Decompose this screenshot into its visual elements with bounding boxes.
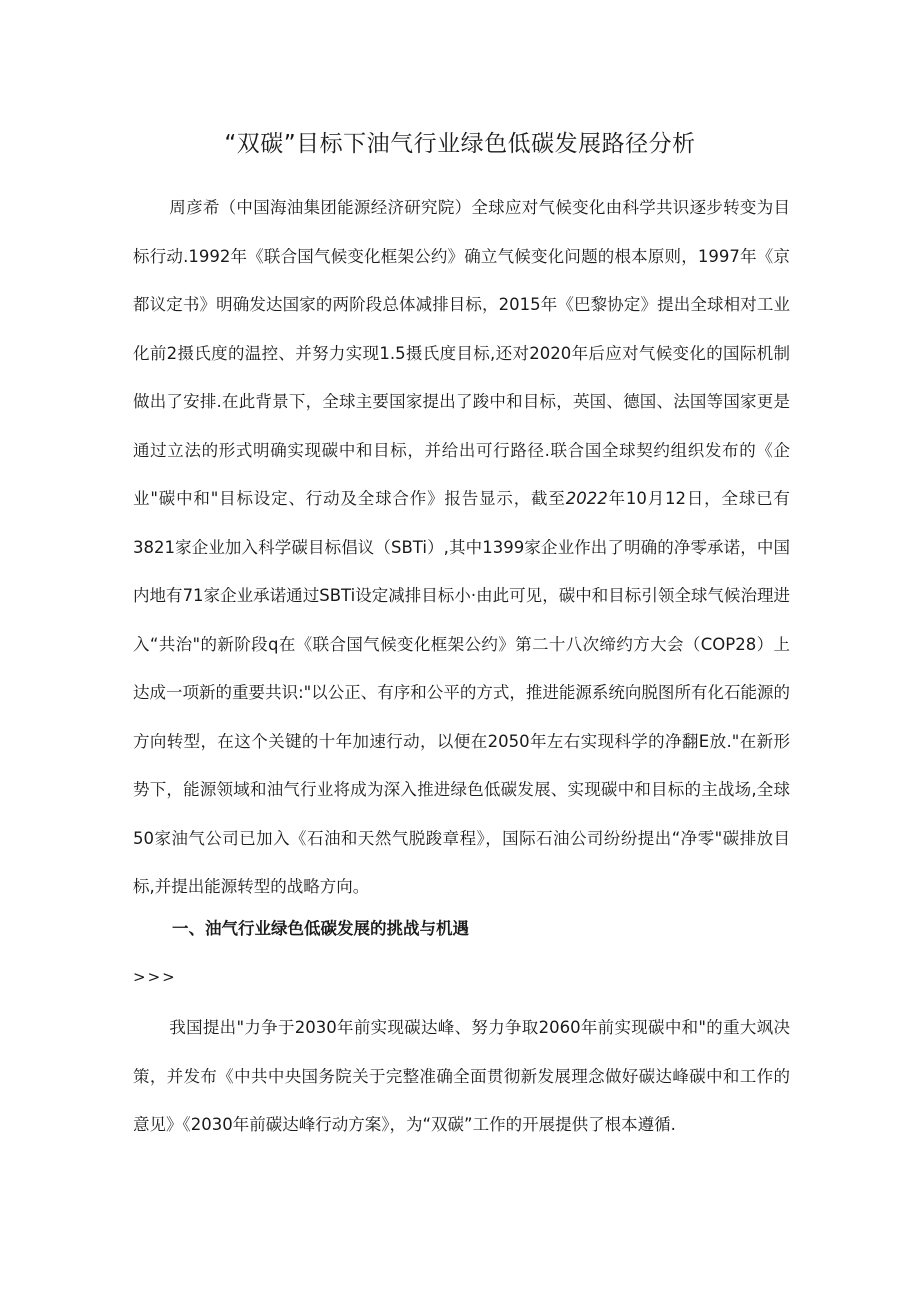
paragraph-intro-text: 周彦希（中国海油集团能源经济研究院）全球应对气候变化由科学共识逐步转变为目标行动.1992年《联合国气候变化框架公约》确立气候变化问题的根本原则，1997年《京都议定书》明确发达国家的两阶段总体减排目标，2015年《巴黎协定》提出全球相对工业化前2摄氏度的温控、并努力实现1.5摄氏度目标,还对2020年后应对气候变化的国际机制做出了安排.在此背景下，全球主要国家提出了踆中和目标，英国、德国、法国等国家更是通过立法的形式明确实现碳中和目标，并给出可行路径.联合国全球契约组织发布的《企业"碳中和"目标设定、行动及全球合作》报告显示，截至	[133, 198, 790, 508]
document-title: “双碳”目标下油气行业绿色低碳发展路径分析	[224, 131, 696, 157]
section-heading: 一、油气行业绿色低碳发展的挑战与机遇	[172, 919, 469, 938]
paragraph-intro-year: 2022	[565, 489, 608, 508]
paragraph-intro-text-cont: 年10月12日，全球已有3821家企业加入科学碳目标倡议（SBTi）,其中1399家企业作出了明确的净零承诺，中国内地有71家企业承诺通过SBTi设定减排目标小·由此可见，碳中和目标引领全球气候治理进入“共治"的新阶段q在《联合国气候变化框架公约》第二十八次缔约方大会（COP28）上达成一项新的重要共识:"以公正、有序和公平的方式，推进能源系统向脱图所有化石能源的方向转型，在这个关键的十年加速行动，以便在2050年左右实现科学的净翻E放."在新形势下，能源领域和油气行业将成为深入推进绿色低碳发展、实现碳中和目标的主战场,全球50家油气公司已加入《石油和天然气脱踆章程》，国际石油公司纷纷提出“净零"碳排放目标,并提出能源转型的战略方向。	[133, 489, 790, 896]
paragraph-intro	[133, 184, 790, 912]
section-marker: >>>	[133, 968, 177, 986]
paragraph-policy: 我国提出"力争于2030年前实现碳达峰、努力争取2060年前实现碳中和"的重大飒决策，并发布《中共中央国务院关于完整准确全面贯彻新发展理念做好碳达峰碳中和工作的意见》《2030年前碳达峰行动方案》，为“双碳”工作的开展提供了根本遵循.	[133, 1018, 790, 1134]
